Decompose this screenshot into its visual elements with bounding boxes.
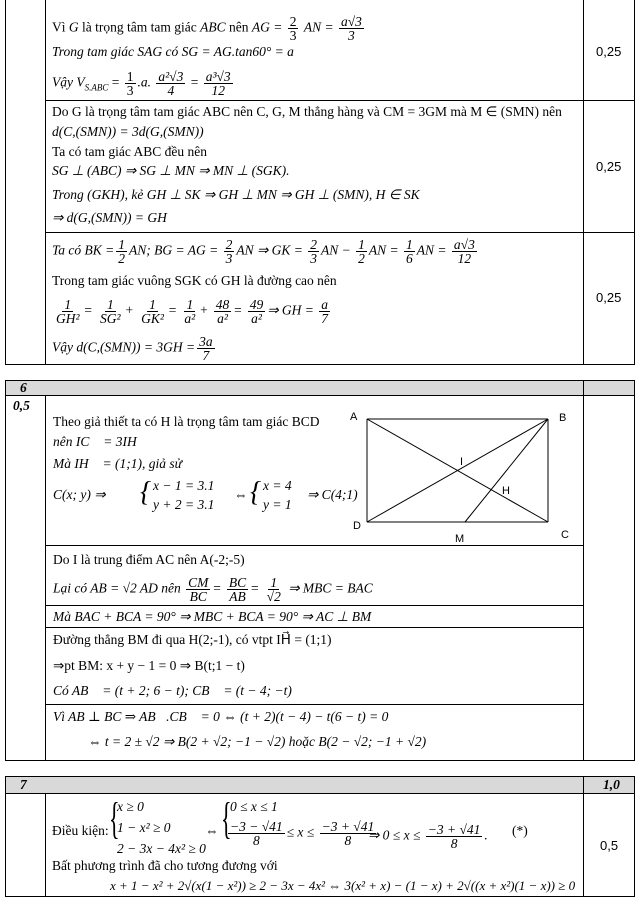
r1-line3: Vậy $V_{S.ABC}$ = $\frac{1}{3}$ .a. $\frac{\text{a²√3}}{4}$ = $\frac{\text{a³√3}}{12}$ [52, 69, 231, 98]
s7-line2: Bất phương trình đã cho tương đương với [52, 858, 278, 873]
system1-eq1: x − 1 = 3.1 [153, 478, 215, 493]
r3-line2: Trong tam giác vuông SGK có GH là đường cao nên [52, 273, 337, 288]
system-brace: { [221, 794, 232, 843]
rectangle-figure [345, 405, 583, 545]
s6-r1-line4a: C(x; y) ⇒ [53, 487, 106, 502]
cond-5: $\frac{-3 - √41}{8}$ ≤ x ≤ $\frac{-3 + √41}{8}$ [230, 819, 375, 848]
s6-r1-equiv: ⇔ [234, 487, 248, 502]
system1-eq2: y + 2 = 3.1 [153, 497, 215, 512]
r3-line1: Ta có BK = $\frac{1}{2}$ AN; BG = AG = $\frac{2}{3}$ AN ⇒ GK = $\frac{2}{3}$ AN − $\frac{1}{2}$ AN = $\frac{1}{6}$ AN = $\frac{a√3}{12}$ [52, 237, 475, 266]
system2-eq1: x = 4 [263, 478, 292, 493]
label-D: D [353, 520, 361, 532]
cond-4: 0 ≤ x ≤ 1 [230, 799, 278, 814]
s6-r1-result: ⇒ C(4;1) [307, 487, 358, 502]
r2-score: 0,25 [596, 159, 622, 174]
system-brace: { [250, 477, 262, 508]
s6-r2-line1: Do I là trung điểm AC nên A(-2;-5) [53, 552, 245, 567]
system2-eq2: y = 1 [263, 497, 292, 512]
r2-line2: d(C,(SMN)) = 3d(G,(SMN)) [52, 124, 204, 139]
r1-line2: Trong tam giác SAG có SG = AG.tan60° = a [52, 44, 294, 59]
cond-3: 2 − 3x − 4x² ≥ 0 [117, 841, 206, 856]
s7-line3: x + 1 − x² + 2√(x(1 − x²)) ≥ 2 − 3x − 4x² ⇔ 3(x² + x) − (1 − x) + 2√((x + x²)(1 − x)) ≥ 0 [110, 878, 576, 893]
system-brace: { [109, 794, 120, 843]
system-brace: { [140, 477, 152, 508]
section-6-points: 0,5 [13, 398, 30, 413]
r2-line1: Do G là trọng tâm tam giác ABC nên C, G, M thẳng hàng và CM = 3GM mà M ∈ (SMN) nên [52, 104, 562, 119]
s7-score: 0,5 [600, 838, 619, 853]
s6-r3-line1: Mà BAC + BCA = 90° ⇒ MBC + BCA = 90° ⇒ AC ⊥ BM [53, 609, 372, 624]
label-M: M [455, 533, 465, 545]
r2-line5: Trong (GKH), kẻ GH ⊥ SK ⇒ GH ⊥ MN ⇒ GH ⊥ (SMN), H ∈ SK [52, 187, 420, 202]
section-6-header-bg [5, 380, 635, 395]
segment-BM [465, 419, 548, 522]
s6-r2-line2: Lại có AB = √2 AD nên $\frac{CM}{BC}$ = $\frac{BC}{AB}$ = $\frac{1}{√2}$ ⇒ MBC = BAC [53, 575, 373, 604]
label-H: H [502, 485, 510, 497]
r3-line4: Vậy d(C,(SMN)) = 3GH = $\frac{3a}{7}$ [52, 334, 213, 363]
s6-r1-line2: nên IC⃗ = 3IH⃗ [53, 434, 148, 449]
s7-result: ⇒ 0 ≤ x ≤ $\frac{-3 + √41}{8}$ . [368, 822, 488, 851]
r3-line3: $\frac{1}{\text{GH²}}$ = $\frac{1}{\text{SG²}}$ + $\frac{1}{\text{GK²}}$ = $\frac{1}{\text{a²}}$ + $\frac{48}{\text{a²}}$ = $\frac{49}{\text{a²}}$ ⇒ GH = $\frac{a}{7}$ [56, 297, 329, 326]
r2-line6: ⇒ d(G,(SMN)) = GH [52, 210, 167, 225]
s6-r4-line1: Đường thẳng BM đi qua H(2;-1), có vtpt IH⃗ = (1;1) [53, 632, 332, 647]
s6-r5-line1: Vì AB ⊥ BC ⇒ AB⃗.CB⃗ = 0 ⇔ (t + 2)(t − 4) − t(6 − t) = 0 [53, 709, 389, 724]
s7-equiv: ⇔ [205, 823, 219, 838]
section-7-number: 7 [20, 777, 27, 792]
label-C: C [561, 529, 569, 541]
label-A: A [350, 411, 358, 423]
s6-r4-line3: Có AB⃗ = (t + 2; 6 − t); CB⃗ = (t − 4; −t) [53, 683, 292, 698]
r2-line4: SG ⊥ (ABC) ⇒ SG ⊥ MN ⇒ MN ⊥ (SGK). [52, 163, 290, 178]
cond-1: x ≥ 0 [117, 799, 144, 814]
cond-2: 1 − x² ≥ 0 [117, 820, 171, 835]
s7-condition-label: Điều kiện: [52, 823, 109, 838]
section-7-points: 1,0 [603, 777, 620, 792]
s7-star: (*) [512, 823, 528, 838]
section-7-header-bg [5, 776, 635, 793]
label-B: B [559, 412, 567, 424]
s6-r1-line3: Mà IH⃗ = (1;1), giả sử [53, 456, 182, 471]
r1-line1: Vì G là trọng tâm tam giác ABC nên AG = $\frac{2}{3}$ AN = $\frac{a√3}{3}$ [52, 14, 362, 43]
r3-score: 0,25 [596, 290, 622, 305]
s6-r4-line2: ⇒pt BM: x + y − 1 = 0 ⇒ B(t;1 − t) [53, 658, 245, 673]
r1-score: 0,25 [596, 44, 622, 59]
s6-r1-line1: Theo giả thiết ta có H là trọng tâm tam giác BCD [53, 414, 320, 429]
r2-line3: Ta có tam giác ABC đều nên [52, 144, 208, 159]
label-I: I [460, 456, 464, 468]
section-6-number: 6 [20, 380, 27, 395]
s6-r5-line2: ⇔ t = 2 ± √2 ⇒ B(2 + √2; −1 − √2) hoặc B(2 − √2; −1 + √2) [88, 734, 427, 749]
